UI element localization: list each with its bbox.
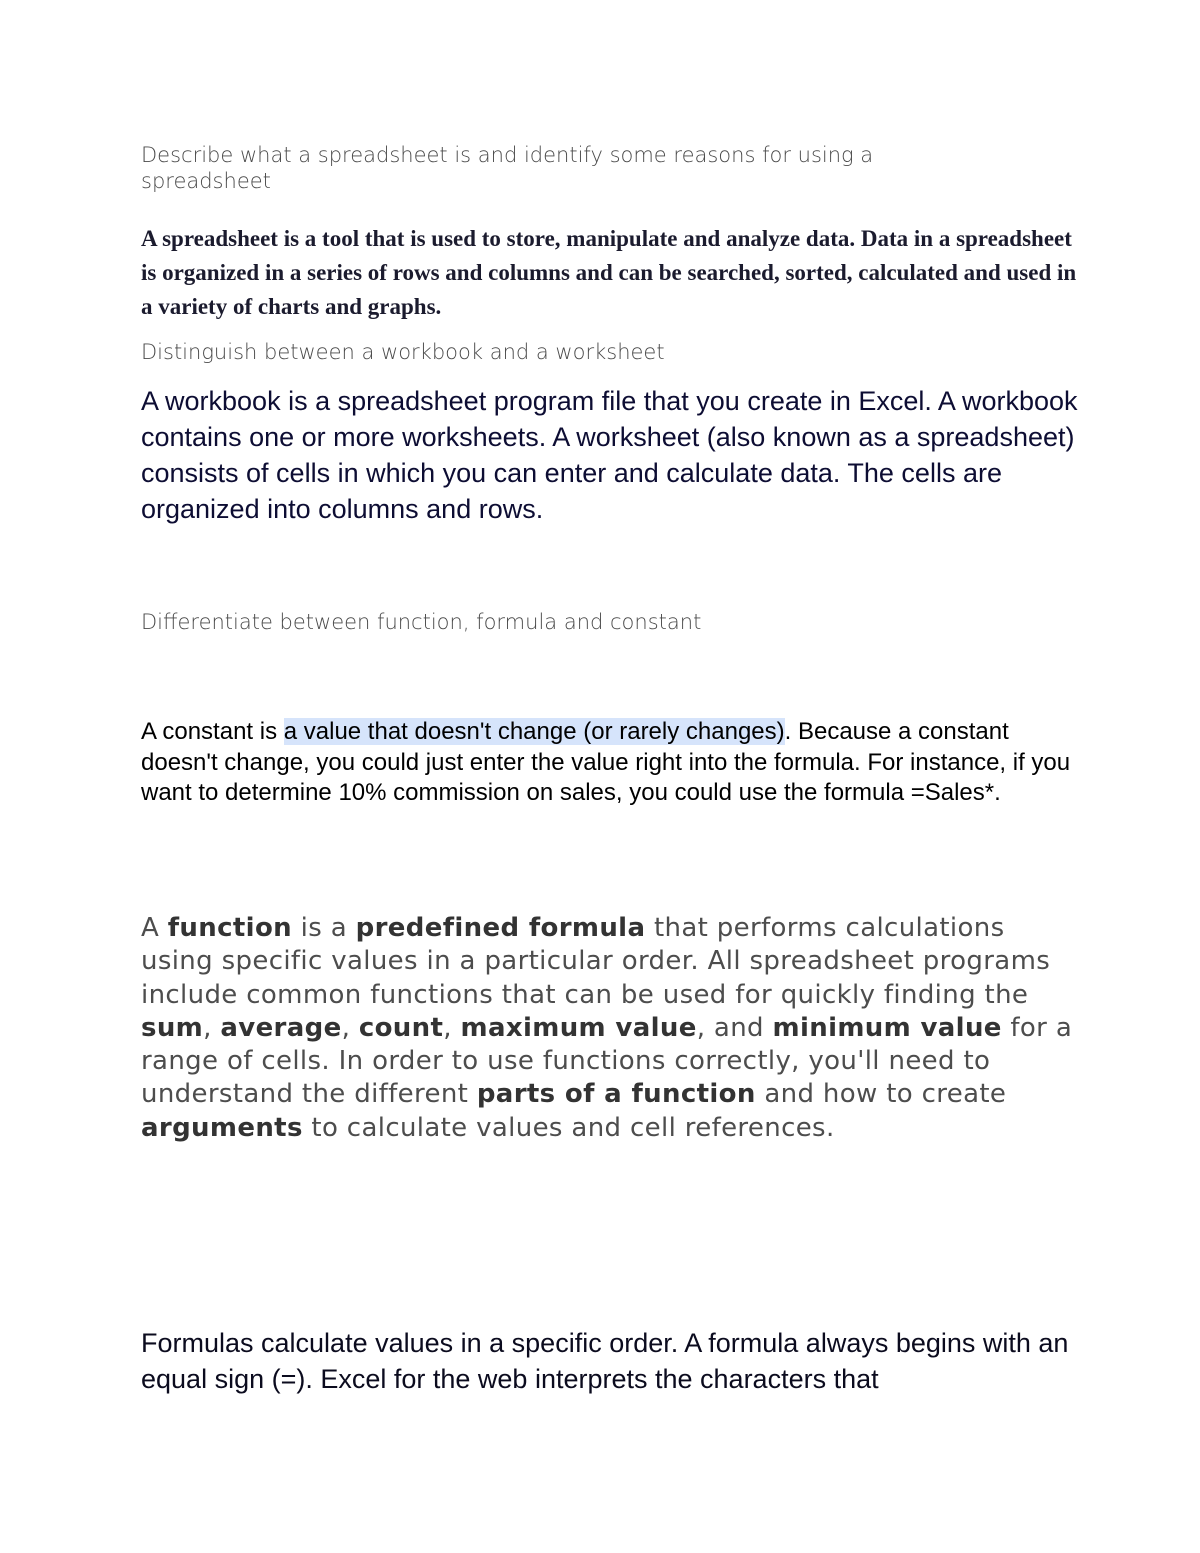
function-bold-term: minimum value bbox=[772, 1012, 1002, 1043]
constant-text-start: A constant is bbox=[141, 718, 284, 745]
question-spreadsheet: Describe what a spreadsheet is and identify some reasons for using a spreadsheet bbox=[141, 143, 874, 193]
function-text: , and bbox=[696, 1012, 773, 1043]
answer-workbook: A workbook is a spreadsheet program file that you create in Excel. A workbook contains one or more worksheets. A worksheet (also known as a spreadsheet) consists of cells in which you can enter and calculate data. The cells are organized into columns and rows. bbox=[141, 386, 1078, 524]
function-text: for a range of cells. In order to use functions correctly, you'll need to understand the different bbox=[141, 1012, 1073, 1110]
function-text: that performs calculations using specific values in a particular order. All spreadsheet programs include common functions that can be used for quickly finding the bbox=[141, 913, 1051, 1010]
function-text: to calculate values and cell references. bbox=[302, 1112, 835, 1143]
question-workbook-worksheet: Distinguish between a workbook and a worksheet bbox=[141, 340, 665, 364]
function-text: and how to create bbox=[755, 1079, 1007, 1110]
answer-function bbox=[141, 912, 1081, 1145]
constant-highlighted-text: a value that doesn't change (or rarely changes) bbox=[283, 718, 785, 745]
function-text: , bbox=[443, 1012, 461, 1043]
question-function-formula-constant: Differentiate between function, formula and constant bbox=[141, 610, 702, 634]
function-bold-term: parts of a function bbox=[476, 1079, 756, 1110]
function-text: A bbox=[141, 913, 168, 943]
function-bold-term: maximum value bbox=[460, 1012, 697, 1043]
function-bold-term: count bbox=[358, 1012, 444, 1043]
function-bold-term: sum bbox=[141, 1012, 204, 1043]
function-bold-term: predefined formula bbox=[355, 913, 646, 943]
function-text: , bbox=[341, 1012, 359, 1043]
function-bold-term: average bbox=[220, 1012, 342, 1043]
answer-constant bbox=[141, 717, 1081, 809]
answer-formula: Formulas calculate values in a specific order. A formula always begins with an equal sign (=). Excel for the web interprets the characters that bbox=[141, 1328, 1069, 1394]
function-bold-term: function bbox=[167, 913, 293, 943]
function-text: is a bbox=[292, 913, 356, 943]
constant-text-end: . Because a constant doesn't change, you could just enter the value right into the formula. For instance, if you want to determine 10% commission on sales, you could use the formula =Sales*. bbox=[141, 718, 1071, 806]
answer-spreadsheet: A spreadsheet is a tool that is used to store, manipulate and analyze data. Data in a spreadsheet is organized in a series of rows and columns and can be searched, sorted, calculated and used in a variety of charts and graphs. bbox=[141, 226, 1077, 319]
function-bold-term: arguments bbox=[141, 1112, 303, 1143]
function-text: , bbox=[203, 1012, 221, 1043]
